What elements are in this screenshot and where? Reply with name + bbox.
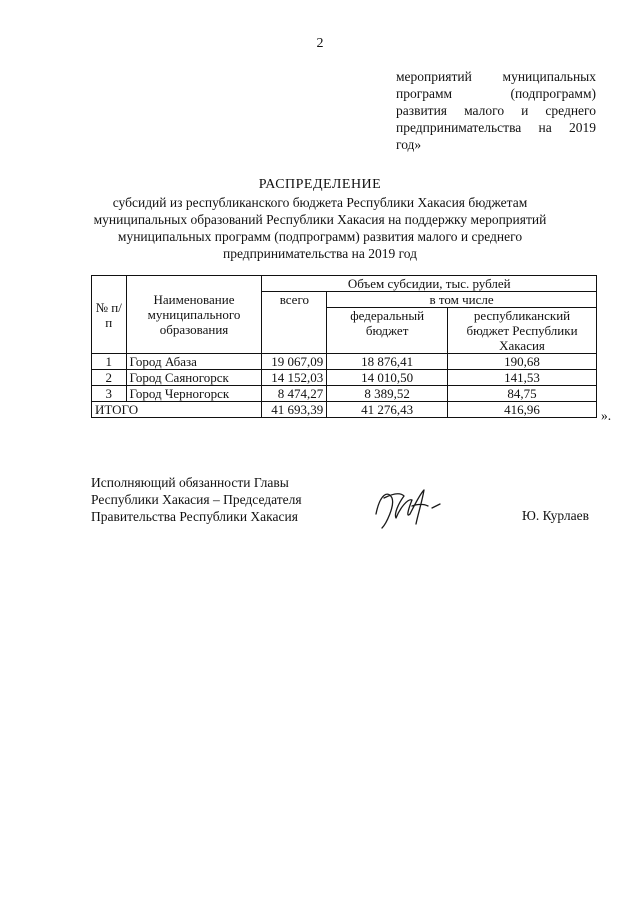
signer-position-line: Исполняющий обязанности Главы: [91, 475, 289, 490]
header-including: в том числе: [327, 292, 597, 308]
page-number: 2: [316, 36, 324, 51]
header-note-line: программ (подпрограмм): [396, 86, 596, 101]
header-number: № п/п: [92, 276, 127, 354]
header-volume: Объем субсидии, тыс. рублей: [262, 276, 597, 292]
header-note-line: предпринимательства на 2019: [396, 120, 596, 135]
closing-quote: ».: [601, 408, 612, 423]
row-number: 2: [92, 370, 127, 386]
header-total: всего: [262, 292, 327, 354]
row-republic: 141,53: [448, 370, 597, 386]
row-republic: 84,75: [448, 386, 597, 402]
header-note-line: развития малого и среднего: [396, 103, 596, 118]
header-name: Наименование муниципального образования: [126, 276, 262, 354]
header-note: [396, 68, 596, 153]
total-label: ИТОГО: [92, 402, 262, 418]
subtitle-line: субсидий из республиканского бюджета Республики Хакасия бюджетам: [112, 195, 528, 210]
signer-name: Ю. Курлаев: [522, 508, 590, 523]
handwritten-signature: [368, 484, 448, 530]
row-name: Город Черногорск: [126, 386, 262, 402]
table-total-row: [92, 402, 597, 418]
total-sum: 41 693,39: [262, 402, 327, 418]
row-name: Город Саяногорск: [126, 370, 262, 386]
row-total: 19 067,09: [262, 354, 327, 370]
row-republic: 190,68: [448, 354, 597, 370]
table-row: [92, 354, 597, 370]
header-federal: федеральный бюджет: [327, 308, 448, 354]
total-federal: 41 276,43: [327, 402, 448, 418]
row-name: Город Абаза: [126, 354, 262, 370]
row-number: 3: [92, 386, 127, 402]
row-federal: 18 876,41: [327, 354, 448, 370]
header-note-line: год»: [396, 137, 422, 152]
row-number: 1: [92, 354, 127, 370]
signer-position-line: Республики Хакасия – Председателя: [91, 492, 302, 507]
table-header-row: [92, 276, 597, 292]
signer-position-line: Правительства Республики Хакасия: [91, 509, 298, 524]
subtitle-line: муниципальных программ (подпрограмм) развития малого и среднего: [117, 229, 523, 244]
row-total: 8 474,27: [262, 386, 327, 402]
subtitle-line: предпринимательства на 2019 год: [222, 246, 418, 261]
row-total: 14 152,03: [262, 370, 327, 386]
signature-block: [91, 474, 302, 525]
total-republic: 416,96: [448, 402, 597, 418]
subsidies-table: [91, 275, 597, 418]
header-note-line: мероприятий муниципальных: [396, 69, 596, 84]
table-row: [92, 370, 597, 386]
table-row: [92, 386, 597, 402]
row-federal: 8 389,52: [327, 386, 448, 402]
document-title: РАСПРЕДЕЛЕНИЕ: [258, 177, 382, 192]
header-republic: республиканский бюджет Республики Хакасия: [448, 308, 597, 354]
row-federal: 14 010,50: [327, 370, 448, 386]
document-subtitle: [80, 194, 560, 262]
subtitle-line: муниципальных образований Республики Хакасия на поддержку мероприятий: [93, 212, 547, 227]
